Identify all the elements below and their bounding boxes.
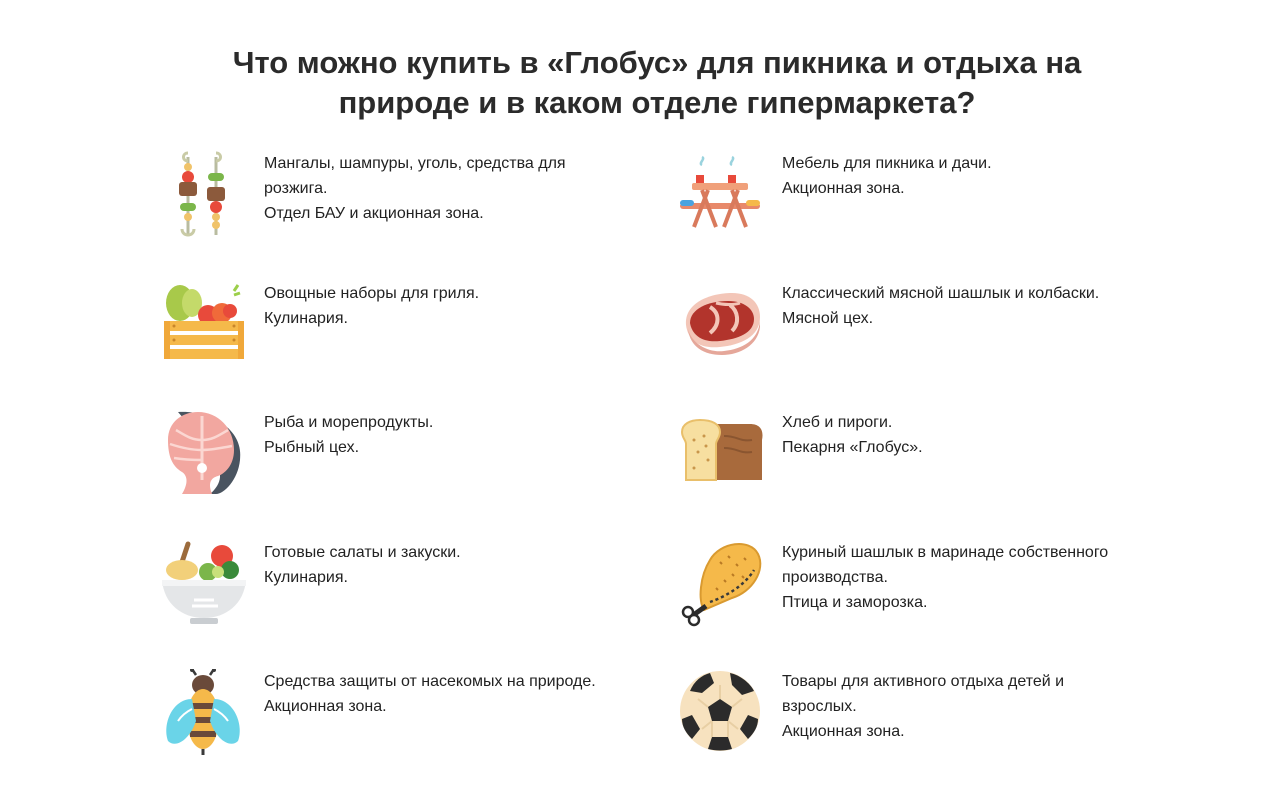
page-title-line: Что можно купить в «Глобус» для пикника и отдыха на bbox=[232, 44, 1082, 80]
item-text-line: Средства защиты от насекомых на природе. bbox=[264, 673, 596, 690]
item-text-line: Мебель для пикника и дачи. bbox=[782, 155, 992, 172]
item-text-line: Мясной цех. bbox=[782, 310, 874, 327]
item-text bbox=[782, 540, 1162, 615]
item-text-line: Акционная зона. bbox=[264, 698, 387, 715]
item-text-line: Хлеб и пироги. bbox=[782, 414, 893, 431]
item-text bbox=[782, 669, 1162, 744]
item-text bbox=[264, 410, 644, 460]
item-text bbox=[264, 540, 644, 590]
list-item-insects bbox=[162, 669, 682, 769]
list-item-vegetables bbox=[162, 281, 682, 381]
item-text-line: взрослых. bbox=[782, 698, 857, 715]
item-text bbox=[782, 410, 1162, 460]
item-text-line: Отдел БАУ и акционная зона. bbox=[264, 205, 484, 222]
list-item-grills bbox=[162, 151, 682, 251]
list-item-meat bbox=[680, 281, 1200, 381]
list-item-salads bbox=[162, 540, 682, 640]
skewers-icon bbox=[162, 151, 246, 243]
vegetable-crate-icon bbox=[162, 281, 246, 373]
salad-bowl-icon bbox=[162, 540, 246, 632]
item-text-line: Овощные наборы для гриля. bbox=[264, 285, 480, 302]
list-item-chicken bbox=[680, 540, 1200, 640]
item-text-line: Акционная зона. bbox=[782, 180, 905, 197]
item-text-line: Пекарня «Глобус». bbox=[782, 439, 923, 456]
item-text-line: производства. bbox=[782, 569, 888, 586]
item-text bbox=[264, 281, 644, 331]
list-item-fish bbox=[162, 410, 682, 510]
steak-icon bbox=[680, 281, 764, 373]
list-item-furniture bbox=[680, 151, 1200, 251]
item-text-line: Готовые салаты и закуски. bbox=[264, 544, 461, 561]
bread-icon bbox=[680, 410, 764, 502]
item-text-line: Классический мясной шашлык и колбаски. bbox=[782, 285, 1100, 302]
item-text-line: Рыба и морепродукты. bbox=[264, 414, 434, 431]
item-text bbox=[782, 281, 1162, 331]
item-text bbox=[782, 151, 1162, 201]
item-text bbox=[264, 151, 644, 226]
item-text-line: Кулинария. bbox=[264, 310, 348, 327]
picnic-table-icon bbox=[680, 151, 764, 243]
bee-icon bbox=[162, 669, 246, 761]
page-title bbox=[0, 43, 1280, 123]
chicken-leg-icon bbox=[680, 540, 764, 632]
page-title-line: природе и в каком отделе гипермаркета? bbox=[338, 84, 976, 120]
item-text-line: Рыбный цех. bbox=[264, 439, 360, 456]
item-text-line: Куриный шашлык в маринаде собственного bbox=[782, 544, 1109, 561]
item-text-line: Мангалы, шампуры, уголь, средства для bbox=[264, 155, 566, 172]
item-text-line: Кулинария. bbox=[264, 569, 348, 586]
item-text-line: Птица и заморозка. bbox=[782, 594, 928, 611]
fish-steak-icon bbox=[162, 410, 246, 502]
item-text-line: Товары для активного отдыха детей и bbox=[782, 673, 1065, 690]
list-item-bread bbox=[680, 410, 1200, 510]
item-text-line: Акционная зона. bbox=[782, 723, 905, 740]
item-text bbox=[264, 669, 644, 719]
list-item-sports bbox=[680, 669, 1200, 769]
soccer-ball-icon bbox=[680, 669, 764, 761]
item-text-line: розжига. bbox=[264, 180, 328, 197]
